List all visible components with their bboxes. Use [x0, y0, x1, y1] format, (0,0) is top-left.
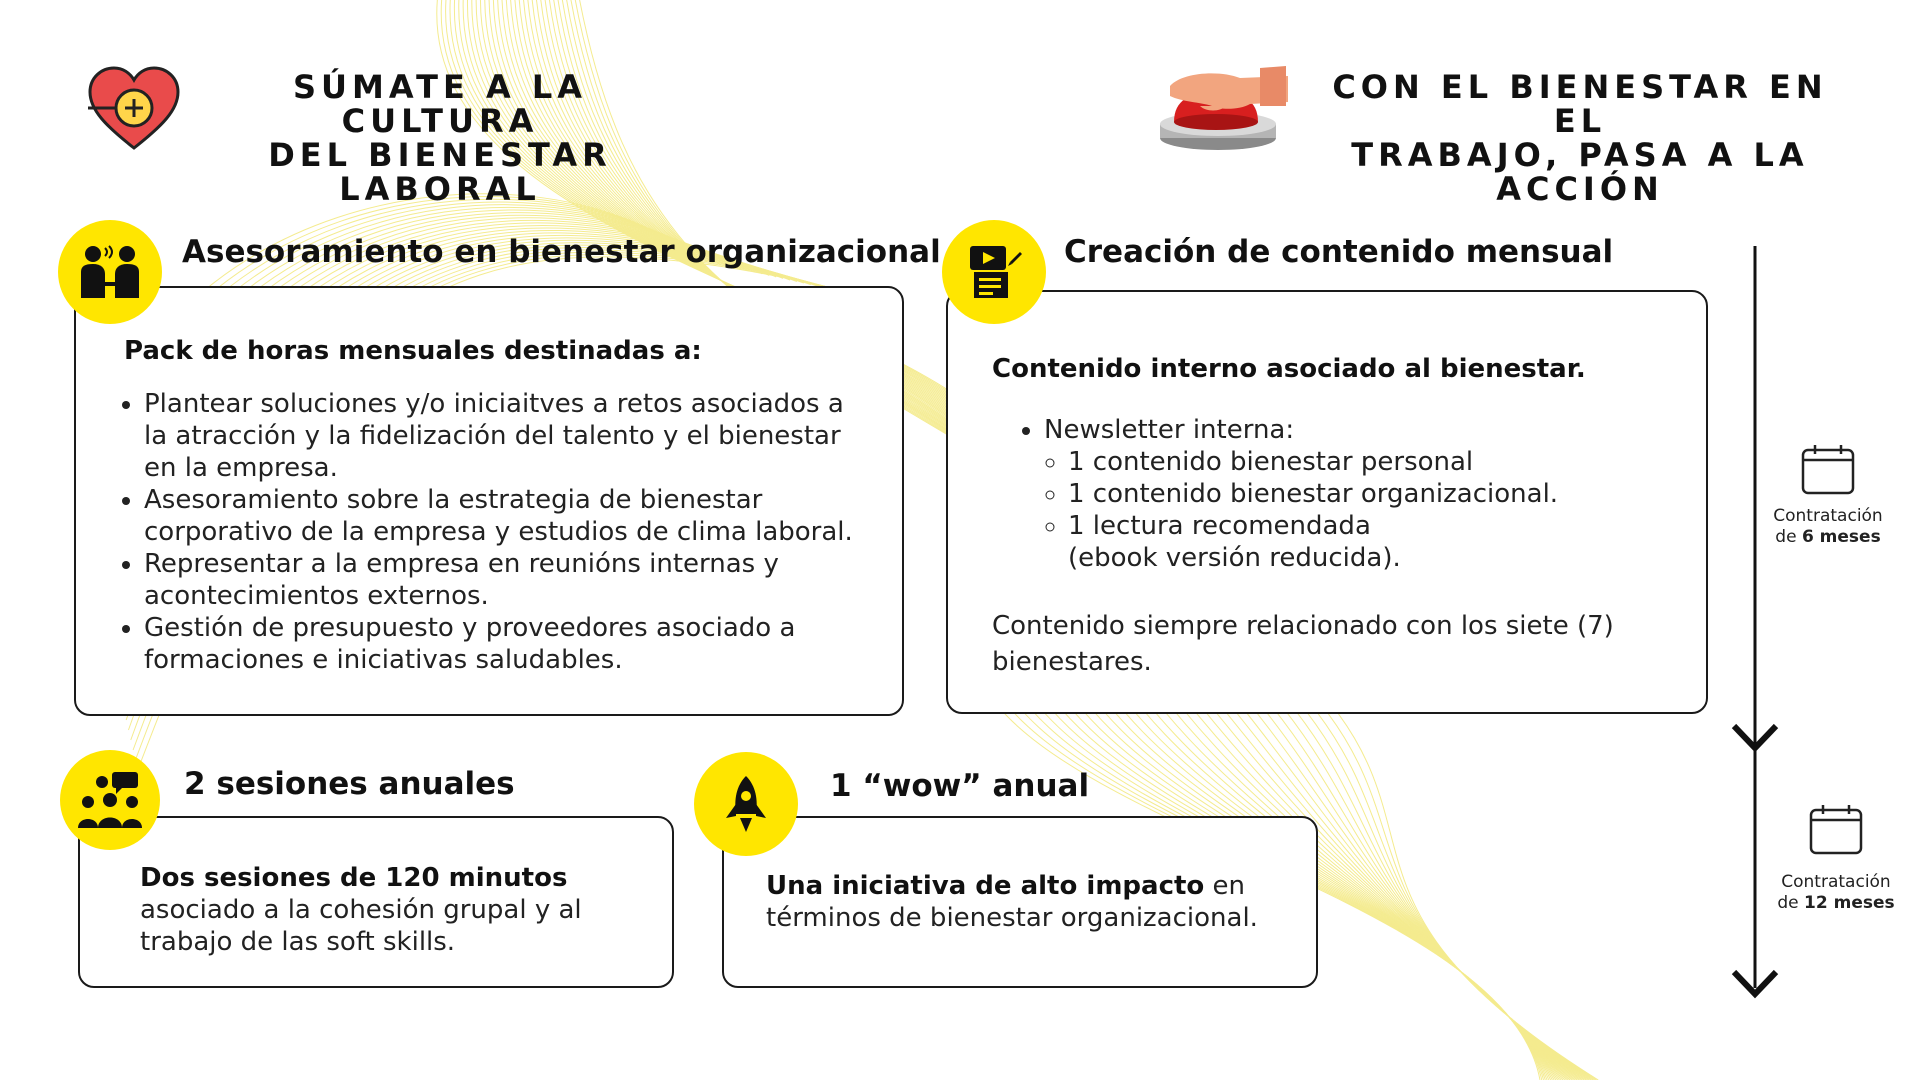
group-session-icon — [78, 770, 142, 830]
timeline-label-6 — [1760, 506, 1896, 548]
wow-lead: Una iniciativa de alto impacto — [766, 871, 1205, 901]
heart-plus-icon — [86, 64, 182, 154]
timeline-6-line2: de 6 meses — [1775, 527, 1881, 547]
contenido-list — [1018, 414, 1666, 574]
asesoramiento-title: Asesoramiento en bienestar organizacional — [182, 234, 941, 270]
wow-title: 1 “wow” anual — [830, 768, 1090, 804]
header-left-line1: SÚMATE A LA CULTURA — [292, 68, 588, 140]
list-item: • Asesoramiento sobre la estrategia de bienestar corporativo de la empresa y estudios de clima laboral. — [144, 484, 866, 548]
sesiones-text — [140, 862, 640, 958]
contenido-footer: Contenido siempre relacionado con los siete (7) bienestares. — [992, 611, 1614, 677]
asesoramiento-list — [122, 388, 866, 676]
wow-card — [722, 816, 1318, 988]
hand-button-icon — [1160, 66, 1290, 152]
newsletter-label: Newsletter interna: — [1044, 415, 1295, 445]
header-left-line2: DEL BIENESTAR LABORAL — [268, 136, 612, 208]
asesoramiento-lead: Pack de horas mensuales destinadas a: — [124, 336, 702, 366]
newsletter-sublist — [1044, 446, 1666, 574]
contenido-title: Creación de contenido mensual — [1064, 234, 1614, 270]
consultation-icon-circle — [58, 220, 162, 324]
sub-list-item: ◦ 1 contenido bienestar personal — [1068, 446, 1666, 478]
contenido-card — [946, 290, 1708, 714]
sub-list-item: ◦ 1 contenido bienestar organizacional. — [1068, 478, 1666, 510]
contenido-lead: Contenido interno asociado al bienestar. — [992, 354, 1586, 384]
group-session-icon-circle — [60, 750, 160, 850]
asesoramiento-card — [74, 286, 904, 716]
wow-body: en términos de bienestar organizacional. — [766, 871, 1258, 933]
list-item: • Gestión de presupuesto y proveedores asociado a formaciones e iniciativas saludables. — [144, 612, 866, 676]
header-right-line1: CON EL BIENESTAR EN EL — [1332, 68, 1828, 140]
rocket-icon — [724, 774, 768, 834]
timeline-label-12 — [1766, 872, 1906, 914]
sub-list-item: ◦ 1 lectura recomendada (ebook versión reducida). — [1068, 510, 1408, 574]
list-item-newsletter — [1044, 414, 1666, 574]
wow-text — [766, 870, 1286, 934]
list-item: • Plantear soluciones y/o iniciaitves a retos asociados a la atracción y la fidelización del talento y el bienestar en la empresa. — [144, 388, 866, 484]
timeline-12-line2: de 12 meses — [1777, 893, 1895, 913]
rocket-icon-circle — [694, 752, 798, 856]
calendar-icon — [1808, 804, 1864, 861]
list-item: • Representar a la empresa en reunións internas y acontecimientos externos. — [144, 548, 866, 612]
header-left-title — [210, 70, 670, 206]
header-right-line2: TRABAJO, PASA A LA ACCIÓN — [1351, 136, 1809, 208]
video-content-icon-circle — [942, 220, 1046, 324]
sesiones-card — [78, 816, 674, 988]
timeline-12-line1: Contratación — [1781, 872, 1891, 892]
timeline-6-line1: Contratación — [1773, 506, 1883, 526]
sesiones-body: asociado a la cohesión grupal y al trabajo de las soft skills. — [140, 895, 582, 957]
sesiones-lead: Dos sesiones de 120 minutos — [140, 863, 568, 893]
consultation-icon — [77, 242, 143, 302]
video-content-icon — [964, 242, 1024, 302]
calendar-icon — [1800, 444, 1856, 501]
sesiones-title: 2 sesiones anuales — [184, 766, 515, 802]
header-right-title — [1300, 70, 1860, 206]
